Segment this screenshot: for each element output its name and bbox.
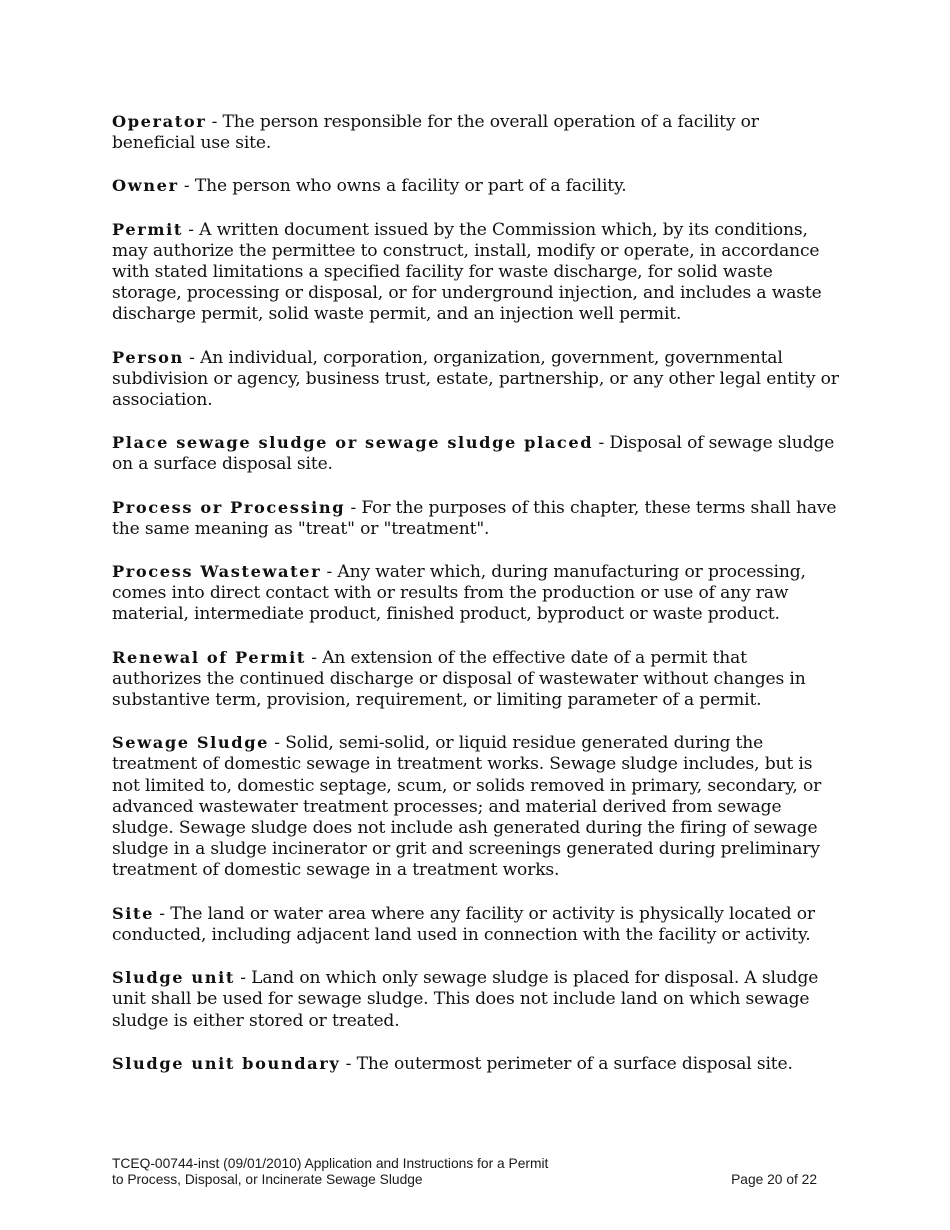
definition-text: A written document issued by the Commission which, by its conditions, may authorize the permittee to construct, install, modify or operate, in accordance with stated limitations a specified facility for waste discharge, for solid waste storage, processing or disposal, or for underground injection, and includes a waste discharge permit, solid waste permit, and an injection well permit. [112, 219, 822, 325]
definition-text: The outermost perimeter of a surface disposal site. [356, 1053, 793, 1074]
definition-term: Process or Processing [112, 497, 346, 517]
definition-term: Process Wastewater [112, 562, 322, 582]
definition-text: Disposal of sewage sludge on a surface disposal site. [112, 433, 835, 475]
definition-entry: Site - The land or water area where any facility or activity is physically located or conducted, including adjacent land used in connection with the facility or activity. [112, 903, 815, 945]
definition-entry: Renewal of Permit - An extension of the effective date of a permit that authorizes the continued discharge or disposal of wastewater without changes in substantive term, provision, requirement, or limiting parameter of a permit. [112, 647, 806, 711]
definition-text: An individual, corporation, organization, government, governmental subdivision or agency, business trust, estate, partnership, or any other legal entity or association. [112, 347, 839, 411]
definition-entry: Person - An individual, corporation, organization, government, governmental subdivision or agency, business trust, estate, partnership, or any other legal entity or association. [112, 347, 839, 411]
definition-entry: Sludge unit - Land on which only sewage sludge is placed for disposal. A sludge unit shall be used for sewage sludge. This does not include land on which sewage sludge is either stored or treated. [112, 968, 819, 1031]
definition-text: For the purposes of this chapter, these terms shall have the same meaning as "treat" or "treatment". [112, 497, 837, 539]
definition-term: Owner [112, 176, 179, 196]
definition-entry: Sludge unit boundary - The outermost perimeter of a surface disposal site. [112, 1053, 793, 1074]
definition-term: Operator [112, 112, 207, 131]
definition-entry: Place sewage sludge or sewage sludge placed - Disposal of sewage sludge on a surface disposal site. [112, 433, 835, 475]
definition-term: Sewage Sludge [112, 733, 270, 753]
definition-term: Sludge unit boundary [112, 1053, 341, 1073]
definition-term: Renewal of Permit [112, 647, 306, 667]
definition-text: The person who owns a facility or part of a facility. [194, 176, 627, 197]
definition-term: Permit [112, 219, 183, 239]
definition-entry: Operator - The person responsible for the overall operation of a facility or beneficial use site. [112, 112, 759, 154]
footer-line-2: to Process, Disposal, or Incinerate Sewage Sludge [112, 1172, 423, 1187]
definition-entry: Permit - A written document issued by the Commission which, by its conditions, may authorize the permittee to construct, install, modify or operate, in accordance with stated limitations a specified facility for waste discharge, for solid waste storage, processing or disposal, or for underground injection, and includes a waste discharge permit, solid waste permit, and an injection well permit. [112, 219, 822, 325]
definition-text: An extension of the effective date of a permit that authorizes the continued discharge or disposal of wastewater without changes in substantive term, provision, requirement, or limiting parameter of a permit. [112, 647, 806, 711]
definition-entry: Process Wastewater - Any water which, during manufacturing or processing, comes into direct contact with or results from the production or use of any raw material, intermediate product, finished product, byproduct or waste product. [112, 562, 806, 625]
footer-form-info [112, 1156, 548, 1188]
definition-entry: Sewage Sludge - Solid, semi-solid, or liquid residue generated during the treatment of domestic sewage in treatment works. Sewage sludge includes, but is not limited to, domestic septage, scum, or solids removed in primary, secondary, or advanced wastewater treatment processes; and material derived from sewage sludge. Sewage sludge does not include ash generated during the firing of sewage sludge in a sludge incinerator or grit and screenings generated during preliminary treatment of domestic sewage in a treatment works. [112, 733, 822, 881]
definition-text: The land or water area where any facility or activity is physically located or conducted, including adjacent land used in connection with the facility or activity. [112, 903, 815, 945]
definition-text: The person responsible for the overall operation of a facility or beneficial use site. [112, 112, 759, 154]
definition-term: Site [112, 903, 155, 923]
footer-line-1: TCEQ-00744-inst (09/01/2010) Application and Instructions for a Permit [112, 1156, 549, 1171]
definition-entry: Owner - The person who owns a facility or part of a facility. [112, 176, 627, 197]
definitions-list [112, 111, 840, 1096]
definition-term: Sludge unit [112, 968, 235, 988]
definition-text: Any water which, during manufacturing or processing, comes into direct contact with or results from the production or use of any raw material, intermediate product, finished product, byproduct or waste product. [112, 562, 806, 625]
definition-entry: Process or Processing - For the purposes of this chapter, these terms shall have the same meaning as "treat" or "treatment". [112, 497, 837, 539]
definition-term: Place sewage sludge or sewage sludge placed [112, 433, 594, 453]
definition-text: Land on which only sewage sludge is placed for disposal. A sludge unit shall be used for sewage sludge. This does not include land on which sewage sludge is either stored or treated. [112, 968, 819, 1031]
definition-text: Solid, semi-solid, or liquid residue generated during the treatment of domestic sewage in treatment works. Sewage sludge includes, but is not limited to, domestic septage, scum, or solids removed in primary, secondary, or advanced wastewater treatment processes; and material derived from sewage sludge. Sewage sludge does not include ash generated during the firing of sewage sludge in a sludge incinerator or grit and screenings generated during preliminary treatment of domestic sewage in a treatment works. [112, 733, 822, 881]
definition-term: Person [112, 347, 184, 367]
page-number: Page 20 of 22 [731, 1172, 817, 1187]
